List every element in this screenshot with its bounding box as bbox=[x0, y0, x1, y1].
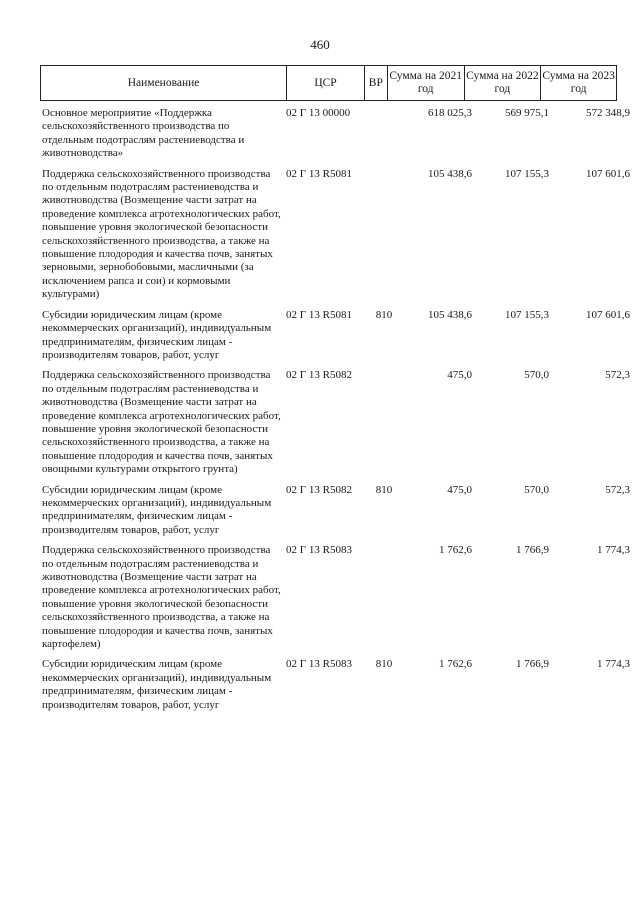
row-sum-2021: 1 762,6 bbox=[439, 658, 472, 671]
row-vr: 810 bbox=[375, 483, 393, 496]
row-csr: 02 Г 13 R5082 bbox=[286, 369, 352, 382]
table-row bbox=[40, 544, 630, 651]
table-row bbox=[40, 168, 630, 302]
row-name: Основное мероприятие «Поддержка сельскохозяйственного производства по отдельным подотраслям растениеводства и животноводства» bbox=[42, 107, 245, 160]
row-csr: 02 Г 13 R5081 bbox=[286, 308, 352, 321]
row-name: Субсидии юридическим лицам (кроме некоммерческих организаций), индивидуальным предпринимателям, физическим лицам - производителям товаров, работ, услуг bbox=[42, 483, 272, 536]
row-name: Субсидии юридическим лицам (кроме некоммерческих организаций), индивидуальным предпринимателям, физическим лицам - производителям товаров, работ, услуг bbox=[42, 658, 272, 711]
row-sum-2021: 475,0 bbox=[447, 369, 472, 382]
row-sum-2023: 107 601,6 bbox=[586, 308, 630, 321]
table-header bbox=[40, 65, 617, 101]
row-csr: 02 Г 13 R5083 bbox=[286, 544, 352, 557]
row-name: Поддержка сельскохозяйственного производства по отдельным подотраслям растениеводства и животноводства (Возмещение части затрат на проведение комплекса агротехнологических работ, повышение уровня экологической безопасности сельскохозяйственного производства, а также на повышение плодородия и качества почв, занятых картофелем) bbox=[42, 544, 281, 651]
row-name: Поддержка сельскохозяйственного производства по отдельным подотраслям растениеводства и животноводства (Возмещение части затрат на проведение комплекса агротехнологических работ, повышение уровня экологической безопасности сельскохозяйственного производства, а также на повышение плодородия и качества почв, занятых зерновыми, зернобобовыми, масличными (за исключением рапса и сои) и кормовыми культурами) bbox=[42, 167, 281, 301]
row-vr: 810 bbox=[375, 658, 393, 671]
row-sum-2022: 107 155,3 bbox=[505, 308, 549, 321]
row-csr: 02 Г 13 00000 bbox=[286, 107, 351, 119]
row-sum-2021: 618 025,3 bbox=[428, 107, 472, 119]
row-sum-2021: 475,0 bbox=[447, 483, 472, 496]
row-csr: 02 Г 13 R5082 bbox=[286, 483, 352, 496]
row-csr: 02 Г 13 R5083 bbox=[286, 658, 352, 671]
table-row bbox=[40, 484, 630, 538]
table-row bbox=[40, 369, 630, 476]
row-vr: 810 bbox=[375, 308, 393, 321]
header-2022: Сумма на 2022 год bbox=[464, 66, 541, 100]
row-sum-2023: 572,3 bbox=[605, 369, 630, 382]
header-csr: ЦСР bbox=[286, 66, 364, 100]
row-sum-2022: 1 766,9 bbox=[516, 544, 549, 557]
table-row bbox=[40, 658, 630, 712]
row-sum-2022: 570,0 bbox=[524, 483, 549, 496]
row-sum-2023: 572,3 bbox=[605, 483, 630, 496]
row-name: Поддержка сельскохозяйственного производства по отдельным подотраслям растениеводства и животноводства (Возмещение части затрат на проведение комплекса агротехнологических работ, повышение уровня экологической безопасности сельскохозяйственного производства, а также на повышение плодородия и качества почв, занятых овощными культурами открытого грунта) bbox=[42, 369, 281, 476]
row-sum-2022: 570,0 bbox=[524, 369, 549, 382]
row-sum-2021: 1 762,6 bbox=[439, 544, 472, 557]
table-row bbox=[40, 107, 630, 161]
table-body bbox=[40, 107, 630, 719]
header-vr: ВР bbox=[364, 66, 387, 100]
row-csr: 02 Г 13 R5081 bbox=[286, 167, 352, 180]
header-name: Наименование bbox=[127, 76, 200, 89]
header-2023: Сумма на 2023 год bbox=[540, 66, 616, 100]
row-sum-2021: 105 438,6 bbox=[428, 308, 472, 321]
row-sum-2023: 572 348,9 bbox=[586, 107, 630, 119]
table-row bbox=[40, 309, 630, 363]
row-sum-2022: 107 155,3 bbox=[505, 167, 549, 180]
row-sum-2022: 569 975,1 bbox=[505, 107, 549, 119]
row-sum-2022: 1 766,9 bbox=[516, 658, 549, 671]
page-number: 460 bbox=[310, 37, 330, 52]
row-sum-2023: 1 774,3 bbox=[597, 544, 630, 557]
header-2021: Сумма на 2021 год bbox=[387, 66, 464, 100]
row-sum-2021: 105 438,6 bbox=[428, 167, 472, 180]
row-sum-2023: 1 774,3 bbox=[597, 658, 630, 671]
row-name: Субсидии юридическим лицам (кроме некоммерческих организаций), индивидуальным предпринимателям, физическим лицам - производителям товаров, работ, услуг bbox=[42, 308, 272, 361]
row-sum-2023: 107 601,6 bbox=[586, 167, 630, 180]
